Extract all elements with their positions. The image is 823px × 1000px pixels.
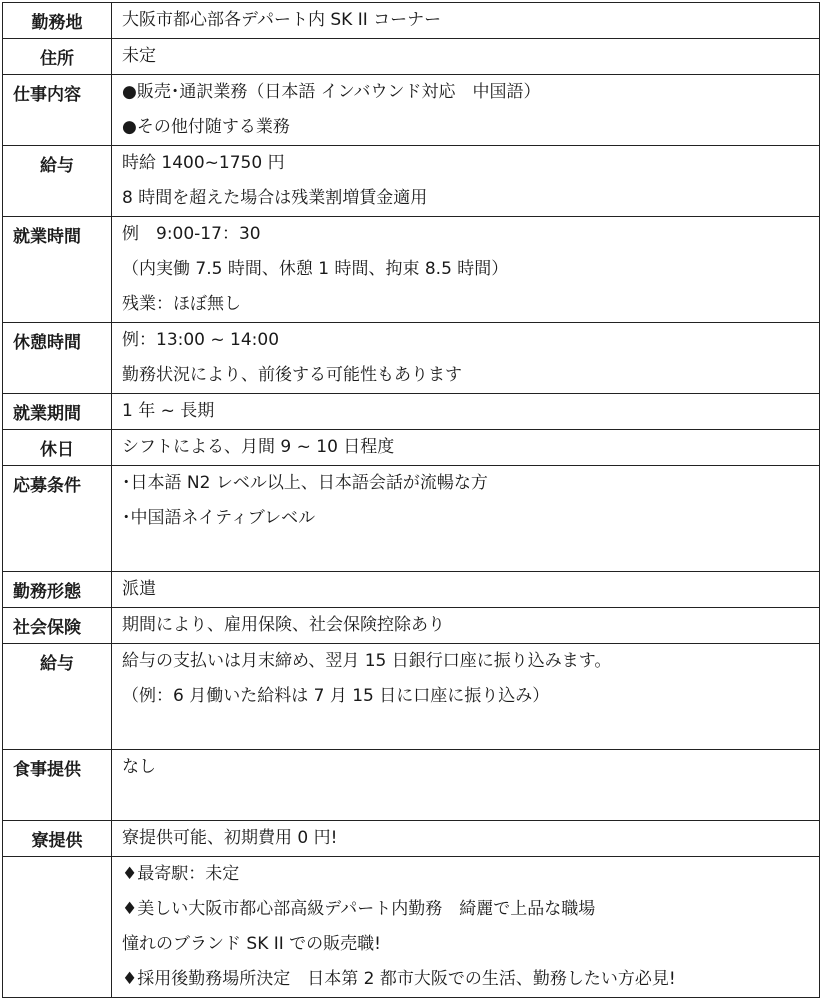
row-employment-type [3, 572, 820, 608]
row-meals [3, 750, 820, 821]
value-line: （内実働 7.5 時間、休憩 1 時間、拘束 8.5 時間） [122, 259, 509, 279]
value-line: シフトによる、月間 9 ~ 10 日程度 [122, 437, 395, 457]
row-value [112, 466, 820, 572]
row-label: 応募条件 [3, 466, 112, 572]
value-line: （例：6 月働いた給料は 7 月 15 日に口座に振り込み） [122, 686, 550, 706]
row-label: 社会保険 [3, 608, 112, 644]
row-label: 勤務地 [3, 3, 112, 39]
row-value [112, 821, 820, 857]
row-value [112, 857, 820, 998]
row-dormitory [3, 821, 820, 857]
value-line [122, 536, 819, 571]
row-label: 寮提供 [3, 821, 112, 857]
row-value [112, 750, 820, 821]
row-work-location [3, 3, 820, 39]
value-line: 例 9:00-17：30 [122, 224, 261, 244]
row-label: 就業期間 [3, 394, 112, 430]
row-label: 食事提供 [3, 750, 112, 821]
row-employment-period [3, 394, 820, 430]
row-label: 仕事内容 [3, 75, 112, 146]
row-break-time [3, 323, 820, 394]
row-value [112, 217, 820, 323]
value-line: 1 年 ~ 長期 [122, 401, 215, 421]
row-value [112, 146, 820, 217]
value-line: 期間により、雇用保険、社会保険控除あり [122, 615, 445, 635]
row-working-hours [3, 217, 820, 323]
value-line: ●その他付随する業務 [122, 117, 290, 137]
row-label [3, 857, 112, 998]
row-label: 休憩時間 [3, 323, 112, 394]
row-label: 休日 [3, 430, 112, 466]
value-line: 派遣 [122, 579, 156, 599]
value-line: 8 時間を超えた場合は残業割増賃金適用 [122, 188, 428, 208]
job-details-table [2, 2, 820, 998]
row-label: 就業時間 [3, 217, 112, 323]
value-line: 寮提供可能、初期費用 0 円! [122, 828, 338, 848]
row-value [112, 39, 820, 75]
row-value [112, 3, 820, 39]
value-line: 例：13:00 ~ 14:00 [122, 330, 280, 350]
value-line: ♦最寄駅：未定 [122, 864, 240, 884]
value-line: 時給 1400~1750 円 [122, 153, 285, 173]
row-label: 住所 [3, 39, 112, 75]
row-salary [3, 146, 820, 217]
value-line: 勤務状況により、前後する可能性もあります [122, 365, 462, 385]
row-value [112, 644, 820, 750]
row-label: 給与 [3, 146, 112, 217]
row-value [112, 430, 820, 466]
row-holidays [3, 430, 820, 466]
row-job-description [3, 75, 820, 146]
value-line: 給与の支払いは月末締め、翌月 15 日銀行口座に振り込みます。 [122, 651, 612, 671]
row-value [112, 75, 820, 146]
row-address [3, 39, 820, 75]
row-requirements [3, 466, 820, 572]
value-line: ♦美しい大阪市都心部高級デパート内勤務 綺麗で上品な職場 [122, 899, 596, 919]
value-line: 未定 [122, 46, 156, 66]
row-label: 給与 [3, 644, 112, 750]
row-value [112, 323, 820, 394]
value-line: ･中国語ネイティブレベル [122, 508, 316, 528]
value-line [122, 714, 819, 749]
value-line: ♦採用後勤務場所決定 日本第 2 都市大阪での生活、勤務したい方必見! [122, 969, 676, 989]
row-payment [3, 644, 820, 750]
row-label: 勤務形態 [3, 572, 112, 608]
row-value [112, 608, 820, 644]
value-line: 大阪市都心部各デパート内 SK II コーナー [122, 10, 442, 30]
value-line: 残業：ほぼ無し [122, 294, 241, 314]
row-value [112, 572, 820, 608]
row-social-insurance [3, 608, 820, 644]
value-line: ●販売･通訳業務（日本語 インバウンド対応 中国語） [122, 82, 541, 102]
value-line [122, 785, 819, 820]
row-notes [3, 857, 820, 998]
value-line: なし [122, 757, 156, 777]
value-line: ･日本語 N2 レベル以上、日本語会話が流暢な方 [122, 473, 488, 493]
row-value [112, 394, 820, 430]
value-line: 憧れのブランド SK II での販売職! [122, 934, 381, 954]
